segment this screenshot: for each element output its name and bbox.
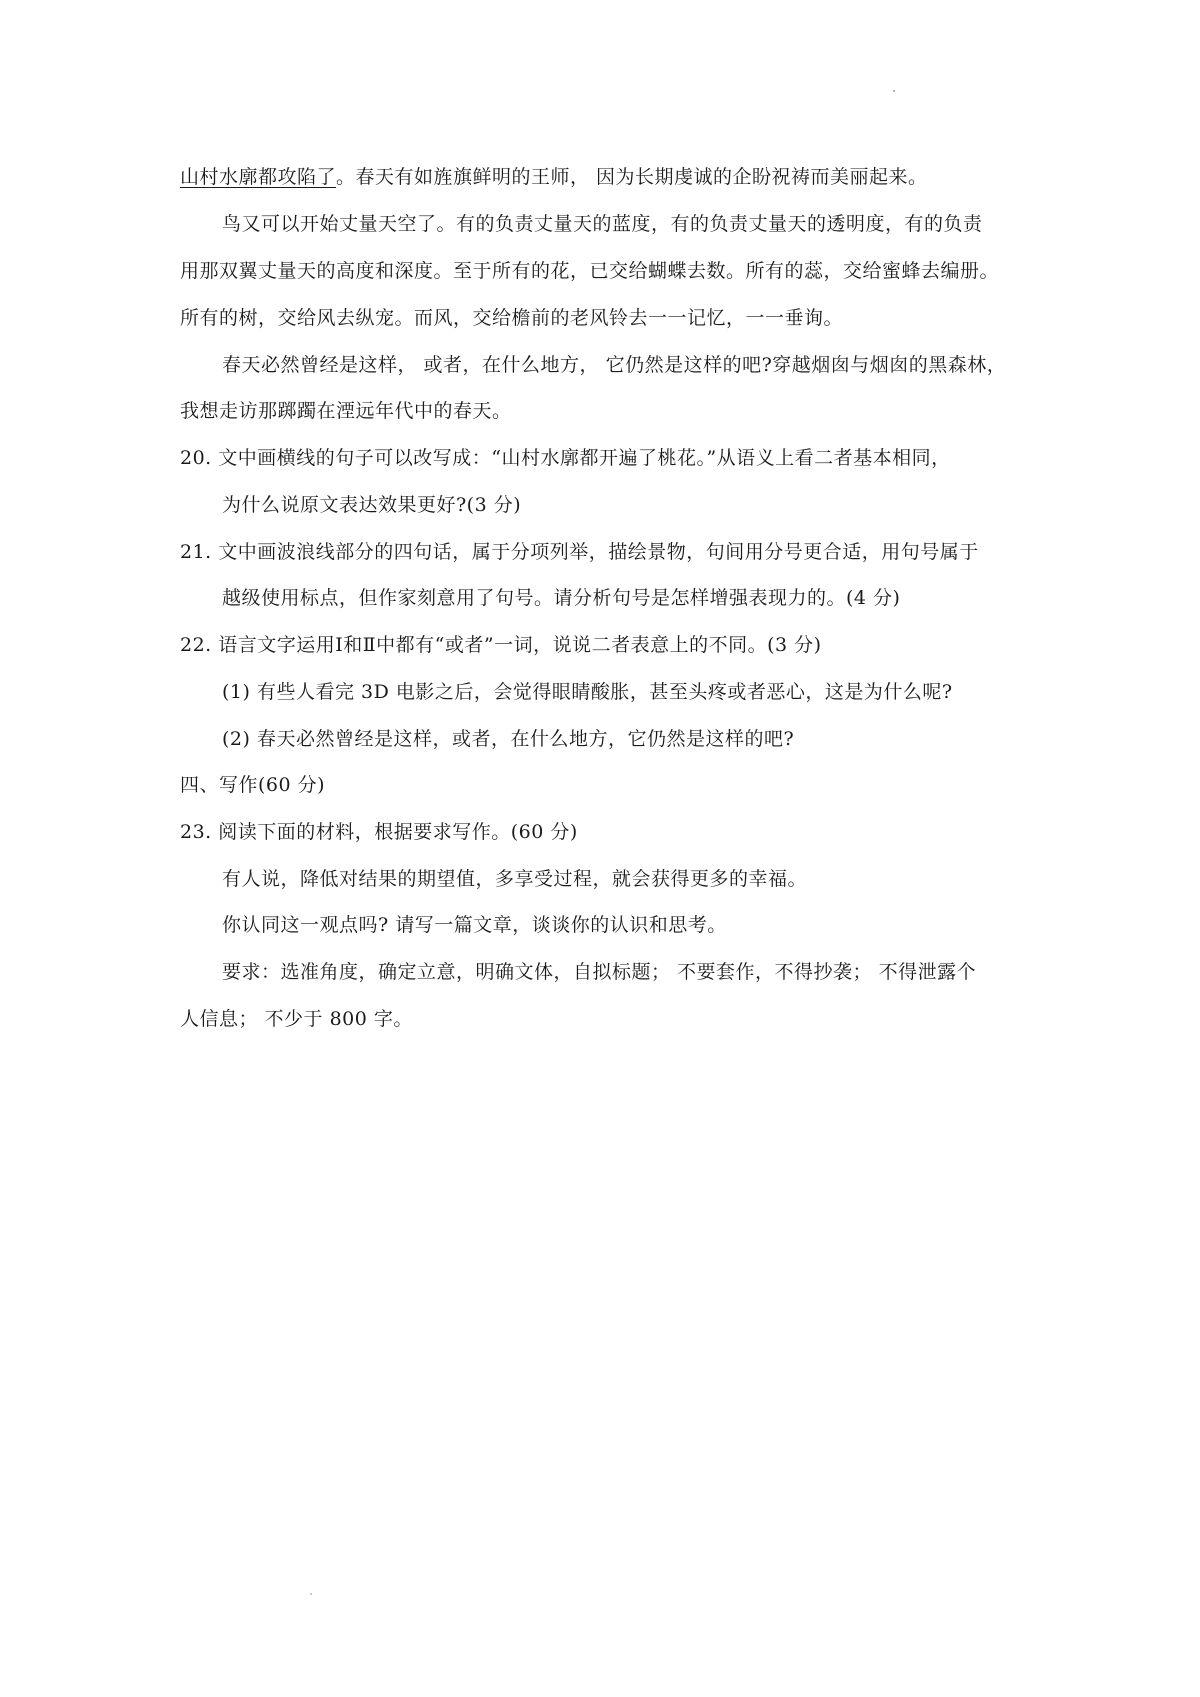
passage-line: 所有的树，交给风去纵宠。而风，交给檐前的老风铃去一一记忆，一一垂询。 <box>180 307 844 329</box>
question-22-sub-2: (2) 春天必然曾经是这样，或者，在什么地方，它仍然是这样的吧? <box>222 728 795 750</box>
question-22-sub-1: (1) 有些人看完 3D 电影之后，会觉得眼睛酸胀，甚至头疼或者恶心，这是为什么呢? <box>222 681 953 703</box>
writing-requirements-cont: 人信息； 不少于 800 字。 <box>180 1008 413 1030</box>
passage-line: 我想走访那踯躅在湮远年代中的春天。 <box>180 400 512 422</box>
passage-line: 鸟又可以开始丈量天空了。有的负责丈量天的蓝度，有的负责丈量天的透明度，有的负责 <box>222 213 983 235</box>
passage-line: 用那双翼丈量天的高度和深度。至于所有的花，已交给蝴蝶去数。所有的蕊，交给蜜蜂去编册。 <box>180 260 1000 282</box>
underlined-sentence: 山村水廓都攻陷了 <box>180 166 337 188</box>
passage-line-1 <box>180 164 928 190</box>
scan-speck <box>893 90 895 92</box>
question-21: 21. 文中画波浪线部分的四句话，属于分项列举，描绘景物，句间用分号更合适，用句号属于 <box>180 541 979 563</box>
passage-line: 春天必然曾经是这样， 或者，在什么地方， 它仍然是这样的吧?穿越烟囱与烟囱的黑森林， <box>222 354 1007 376</box>
question-23: 23. 阅读下面的材料，根据要求写作。(60 分) <box>180 821 578 843</box>
writing-requirements: 要求：选准角度，确定立意，明确文体，自拟标题； 不要套作，不得抄袭； 不得泄露个 <box>222 961 977 983</box>
question-20-cont: 为什么说原文表达效果更好?(3 分) <box>222 494 522 516</box>
question-20: 20. 文中画横线的句子可以改写成：“山村水廓都开遍了桃花。”从语义上看二者基本相同， <box>180 447 951 469</box>
passage-text: 。春天有如旌旗鲜明的王师， 因为长期虔诚的企盼祝祷而美丽起来。 <box>336 166 928 188</box>
writing-material: 你认同这一观点吗? 请写一篇文章，谈谈你的认识和思考。 <box>222 914 727 936</box>
scan-speck <box>310 1593 312 1595</box>
question-22: 22. 语言文字运用Ⅰ和Ⅱ中都有“或者”一词，说说二者表意上的不同。(3 分) <box>180 634 822 656</box>
section-title: 四、写作(60 分) <box>180 774 326 796</box>
question-21-cont: 越级使用标点，但作家刻意用了句号。请分析句号是怎样增强表现力的。(4 分) <box>222 587 901 609</box>
writing-material: 有人说，降低对结果的期望值，多享受过程，就会获得更多的幸福。 <box>222 868 808 890</box>
